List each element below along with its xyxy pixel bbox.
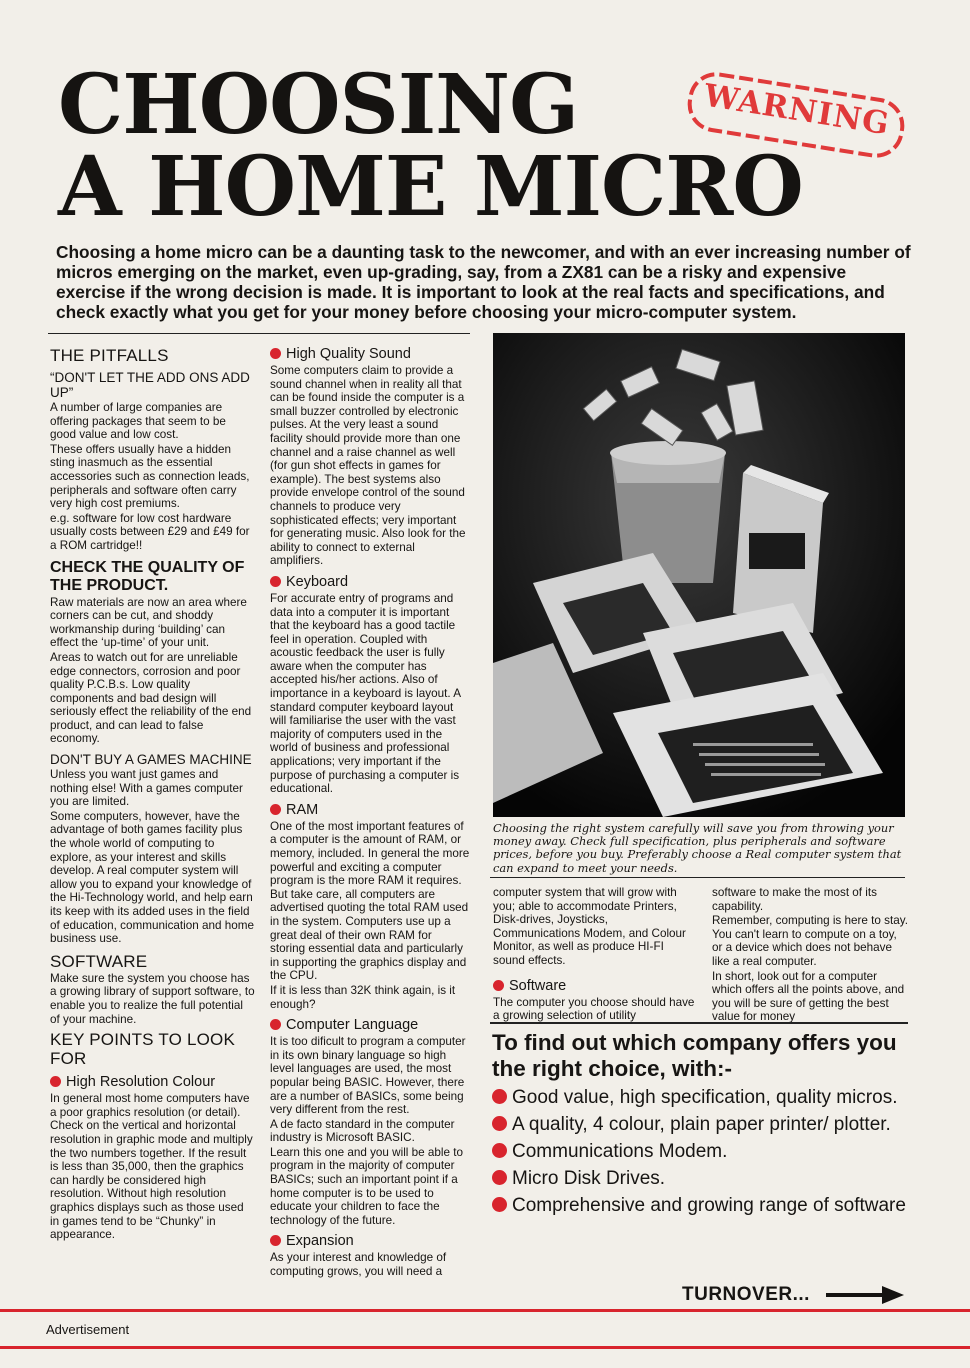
photo-caption: Choosing the right system carefully will save you from throwing your money away. Check full specification, plus peripherals and software prices, before you buy. Preferably choose a Real computer system that can expand to meet your needs. <box>493 821 902 875</box>
expansion-heading <box>270 1233 470 1250</box>
bullet-dot-icon <box>492 1197 507 1212</box>
cta-item-text: Comprehensive and growing range of software <box>512 1195 906 1216</box>
bullet-dot-icon <box>270 804 281 815</box>
expansion-paragraph: As your interest and knowledge of computing grows, you will need a <box>270 1251 447 1279</box>
warning-stamp-text: WARNING <box>701 77 893 143</box>
key-points-heading: KEY POINTS TO LOOK FOR <box>50 1030 235 1069</box>
cta-item <box>492 1167 912 1191</box>
addons-paragraph-3: e.g. software for low cost hardware usually costs between £29 and £49 for a ROM cartridge!! <box>50 511 250 552</box>
bullet-dot-icon <box>270 576 281 587</box>
addons-paragraph-2: These offers usually have a hidden sting inasmuch as the essential accessories such as connection leads, peripherals and software often carry very high cost premiums. <box>50 442 250 511</box>
cta-heading: To find out which company offers you the right choice, with:- <box>492 1030 897 1081</box>
ram-heading-text: RAM <box>286 801 319 818</box>
language-paragraph-2: A de facto standard in the computer industry is Microsoft BASIC. <box>270 1117 455 1145</box>
bullet-dot-icon <box>492 1143 507 1158</box>
sound-heading-text: High Quality Sound <box>286 346 411 362</box>
expansion-continued-paragraph: computer system that will grow with you; able to accommodate Printers, Disk-drives, Joysticks, Communications Modem, and Colour Monitor, as well as produce HI-FI sound effects. <box>493 886 686 967</box>
column-2 <box>270 346 470 1280</box>
footer-red-line-1 <box>0 1309 970 1312</box>
cta-item-text: Micro Disk Drives. <box>512 1168 666 1189</box>
addons-heading: “DON'T LET THE ADD ONS ADD UP” <box>50 370 250 400</box>
sound-heading <box>270 346 470 363</box>
bullet-dot-icon <box>492 1116 507 1131</box>
software-bullet-paragraph: The computer you choose should have a growing selection of utility <box>493 995 695 1023</box>
cta-divider <box>490 1022 908 1024</box>
keyboard-heading <box>270 574 470 591</box>
bullet-dot-icon <box>270 1235 281 1246</box>
cta-item <box>492 1113 912 1137</box>
computers-photo <box>493 333 905 817</box>
call-to-action <box>492 1030 912 1221</box>
column-4-paragraph-3: In short, look out for a computer which offers all the points above, and you will be sure of getting the best value for money <box>712 969 905 1024</box>
hires-heading <box>50 1074 255 1091</box>
ram-paragraph-1: One of the most important features of a computer is the amount of RAM, or memory, included. In general the more powerful and exciting a computer program is the more RAM it requires. But take care, all computers are advertised quoting the total RAM used in the system. Computers use up a great deal of their own RAM for storing essential data and particularly in supporting the graphics display and the CPU. <box>270 819 470 983</box>
bullet-dot-icon <box>492 1089 507 1104</box>
ram-heading <box>270 802 470 819</box>
language-paragraph-1: It is too dificult to program a computer in its own binary language so high level languages are used, the most popular being BASIC. However, there are a number of BASICs, some being very different from the rest. <box>270 1035 466 1117</box>
software-heading: SOFTWARE <box>50 951 148 971</box>
footer-advertisement-label: Advertisement <box>46 1322 130 1337</box>
pitfalls-heading: THE PITFALLS <box>50 346 169 365</box>
cta-item <box>492 1140 912 1164</box>
quality-heading: CHECK THE QUALITY OF THE PRODUCT. <box>50 558 245 594</box>
arrow-right-icon <box>826 1284 906 1306</box>
cta-item-text: Communications Modem. <box>512 1141 728 1162</box>
sound-paragraph: Some computers claim to provide a sound channel when in reality all that can be found inside the computer is a small buzzer controlled by electronic pulses. At the very least a sound facility should provide more than one channel and a raise channel as well (for gun shot effects in games for example). The best systems also provide envelope control of the sound channels to produce very sophisticated effects; very important for generating music. Also look for the ability to connect to external amplifiers. <box>270 364 466 568</box>
expansion-heading-text: Expansion <box>286 1233 354 1250</box>
hires-heading-text: High Resolution Colour <box>66 1074 216 1091</box>
caption-divider <box>490 877 905 878</box>
games-heading: DON'T BUY A GAMES MACHINE <box>50 752 252 768</box>
games-paragraph-1: Unless you want just games and nothing else! With a games computer you are limited. <box>50 768 243 809</box>
software-paragraph: Make sure the system you choose has a growing library of support software, to enable you to realize the full potential of your machine. <box>50 971 255 1026</box>
column-3 <box>493 886 698 1024</box>
language-paragraph-3: Learn this one and you will be able to program in the majority of computer BASICs; such an important point if a home computer is to be used to educate your children to face the technology of the future. <box>270 1145 463 1227</box>
bullet-dot-icon <box>270 348 281 359</box>
bullet-dot-icon <box>50 1076 61 1087</box>
addons-paragraph-1: A number of large companies are offering packages that seem to be good value and low cost. <box>50 401 226 442</box>
cta-item-text: Good value, high specification, quality micros. <box>512 1087 898 1108</box>
quality-paragraph-2: Areas to watch out for are unreliable edge connectors, corrosion and poor quality P.C.B.s. Low quality components and bad design will seriously effect the reliability of the end product, and can lead to false economy. <box>50 650 252 746</box>
games-paragraph-2: Some computers, however, have the advantage of both games facility plus the whole world of computing to explore, as your interest and skills develop. A real computer system will allow you to expand your knowledge of the Hi-Technology world, and help earn its keep with its added uses in the field of education, communication and home business use. <box>50 809 255 946</box>
column-4 <box>712 886 910 1025</box>
bullet-dot-icon <box>270 1019 281 1030</box>
turnover-label: TURNOVER... <box>682 1284 810 1305</box>
headline-line-1: CHOOSING <box>58 57 579 153</box>
column-4-paragraph-2: Remember, computing is here to stay. You can't learn to compute on a toy, or a device which does not behave like a real computer. <box>712 914 908 968</box>
headline-line-2: A HOME MICRO <box>58 139 803 235</box>
software-bullet-heading-text: Software <box>509 977 567 994</box>
ram-paragraph-2: If it is less than 32K think again, is it enough? <box>270 983 456 1011</box>
cta-item-text: A quality, 4 colour, plain paper printer/ plotter. <box>512 1114 891 1135</box>
keyboard-paragraph: For accurate entry of programs and data into a computer it is important that the keyboard has a good tactile feel in operation. Coupled with acoustic feedback the user is fully aware when the computer has accepted his/her actions. Also of importance in a keyboard is layout. A standard computer keyboard layout will familiarise the user with the vast majority of computers used in the world of business and professional applications; very important if the purpose of purchasing a computer is educational. <box>270 591 461 796</box>
cta-item <box>492 1194 912 1218</box>
quality-paragraph-1: Raw materials are now an area where corners can be cut, and shoddy workmanship during ‘building’ can effect the ‘up-time’ of your unit. <box>50 595 247 650</box>
column-4-paragraph-1: software to make the most of its capability. <box>712 886 877 913</box>
bullet-dot-icon <box>493 980 504 991</box>
language-heading <box>270 1017 470 1034</box>
footer-red-line-2 <box>0 1346 970 1349</box>
bullet-dot-icon <box>492 1170 507 1185</box>
intro-paragraph: Choosing a home micro can be a daunting task to the newcomer, and with an ever increasing number of micros emerging on the market, even up-grading, say, from a ZX81 can be a risky and expensive exercise if the wrong decision is made. It is important to look at the real facts and specifications, and check exactly what you get for your money before choosing your micro-computer system. <box>56 242 911 322</box>
intro-divider <box>48 333 470 334</box>
computers-photo-illustration <box>493 333 905 817</box>
language-heading-text: Computer Language <box>286 1017 419 1034</box>
hires-paragraph: In general most home computers have a poor graphics resolution (or detail). Check on the vertical and horizontal resolution in graphic mode and multiply the two numbers together. If the result is less than 35,000, then the graphics can hardly be considered high resolution. Without high resolution graphics displays such as those used in games tend to be “Chunky” in appearance. <box>50 1092 253 1242</box>
keyboard-heading-text: Keyboard <box>286 573 349 590</box>
cta-item <box>492 1086 912 1110</box>
column-1 <box>50 346 255 1243</box>
software-bullet-heading <box>493 978 698 995</box>
